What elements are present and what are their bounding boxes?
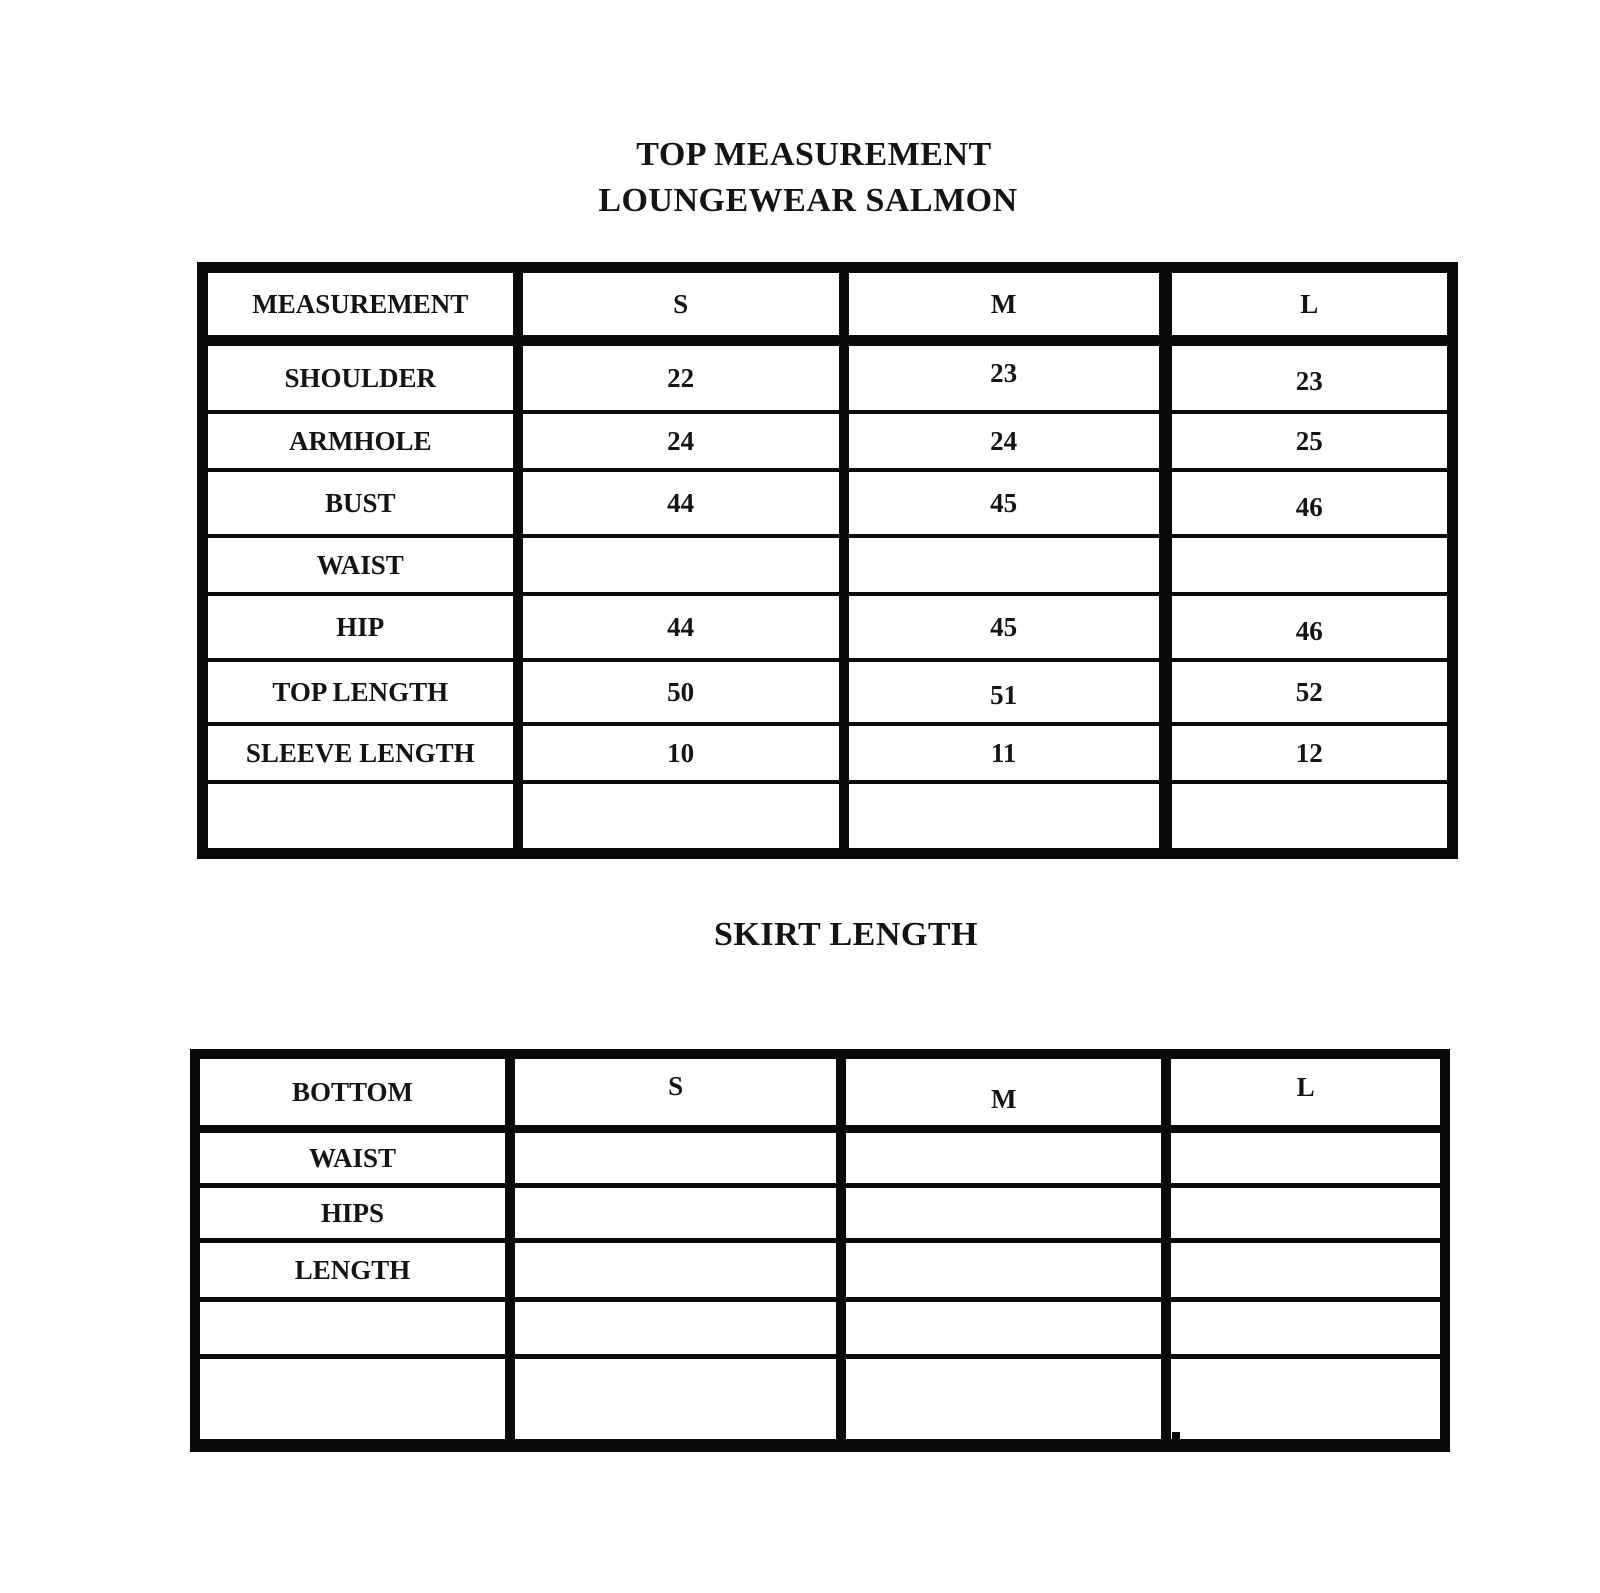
value-cell: [518, 782, 844, 854]
value-cell: 25: [1165, 412, 1453, 470]
table-row: [195, 1129, 1445, 1186]
row-label: [195, 1357, 510, 1446]
value-cell: [841, 1241, 1166, 1300]
top-table-body: [203, 341, 1453, 854]
table-row: [203, 594, 1453, 660]
skirt-length-table: [190, 1049, 1450, 1452]
row-label: SLEEVE LENGTH: [203, 724, 518, 782]
row-label: SHOULDER: [203, 341, 518, 413]
value-cell: 46: [1165, 594, 1453, 660]
scan-artifact-tick: [1172, 1432, 1180, 1447]
value-cell: [1165, 782, 1453, 854]
row-label: WAIST: [203, 536, 518, 594]
table-row: [203, 660, 1453, 724]
row-label: HIPS: [195, 1186, 510, 1241]
row-label: BUST: [203, 470, 518, 536]
header-row: [203, 268, 1453, 341]
value-cell: [1166, 1300, 1445, 1357]
column-header: L: [1165, 268, 1453, 341]
row-label: ARMHOLE: [203, 412, 518, 470]
value-cell: 24: [844, 412, 1165, 470]
value-cell: 45: [844, 470, 1165, 536]
value-cell: [510, 1129, 841, 1186]
page-subtitle: LOUNGEWEAR SALMON: [598, 182, 1018, 219]
row-label: LENGTH: [195, 1241, 510, 1300]
value-cell: [1166, 1186, 1445, 1241]
table-row: [203, 536, 1453, 594]
column-header: S: [518, 268, 844, 341]
row-label: [195, 1300, 510, 1357]
value-cell: [1165, 536, 1453, 594]
column-header: M: [844, 268, 1165, 341]
table-row: [195, 1300, 1445, 1357]
value-cell: [844, 782, 1165, 854]
column-header: MEASUREMENT: [203, 268, 518, 341]
table-row: [195, 1357, 1445, 1446]
value-cell: [1166, 1129, 1445, 1186]
value-cell: [1166, 1241, 1445, 1300]
table-row: [203, 724, 1453, 782]
value-cell: 23: [1165, 341, 1453, 413]
value-cell: [841, 1129, 1166, 1186]
header-row: [195, 1054, 1445, 1129]
value-cell: [844, 536, 1165, 594]
value-cell: [841, 1300, 1166, 1357]
value-cell: [510, 1357, 841, 1446]
value-cell: 44: [518, 470, 844, 536]
value-cell: 51: [844, 660, 1165, 724]
value-cell: 10: [518, 724, 844, 782]
value-cell: 23: [844, 341, 1165, 413]
value-cell: [841, 1186, 1166, 1241]
table-row: [195, 1241, 1445, 1300]
table-row: [203, 782, 1453, 854]
bottom-table-header: [195, 1054, 1445, 1129]
column-header: S: [510, 1054, 841, 1129]
top-measurement-table: [197, 262, 1458, 859]
column-header: BOTTOM: [195, 1054, 510, 1129]
row-label: WAIST: [195, 1129, 510, 1186]
row-label: TOP LENGTH: [203, 660, 518, 724]
column-header: M: [841, 1054, 1166, 1129]
row-label: [203, 782, 518, 854]
value-cell: 24: [518, 412, 844, 470]
value-cell: [510, 1300, 841, 1357]
value-cell: 22: [518, 341, 844, 413]
value-cell: 46: [1165, 470, 1453, 536]
value-cell: 11: [844, 724, 1165, 782]
row-label: HIP: [203, 594, 518, 660]
column-header: L: [1166, 1054, 1445, 1129]
value-cell: [518, 536, 844, 594]
top-table-header: [203, 268, 1453, 341]
value-cell: [510, 1186, 841, 1241]
table-row: [195, 1186, 1445, 1241]
value-cell: [1166, 1357, 1445, 1446]
table-row: [203, 470, 1453, 536]
value-cell: 44: [518, 594, 844, 660]
bottom-table-body: [195, 1129, 1445, 1446]
value-cell: 52: [1165, 660, 1453, 724]
skirt-section-title: SKIRT LENGTH: [714, 916, 978, 953]
value-cell: [510, 1241, 841, 1300]
table-row: [203, 412, 1453, 470]
value-cell: 50: [518, 660, 844, 724]
table-row: [203, 341, 1453, 413]
value-cell: 12: [1165, 724, 1453, 782]
page-title: TOP MEASUREMENT: [636, 136, 992, 173]
value-cell: 45: [844, 594, 1165, 660]
value-cell: [841, 1357, 1166, 1446]
